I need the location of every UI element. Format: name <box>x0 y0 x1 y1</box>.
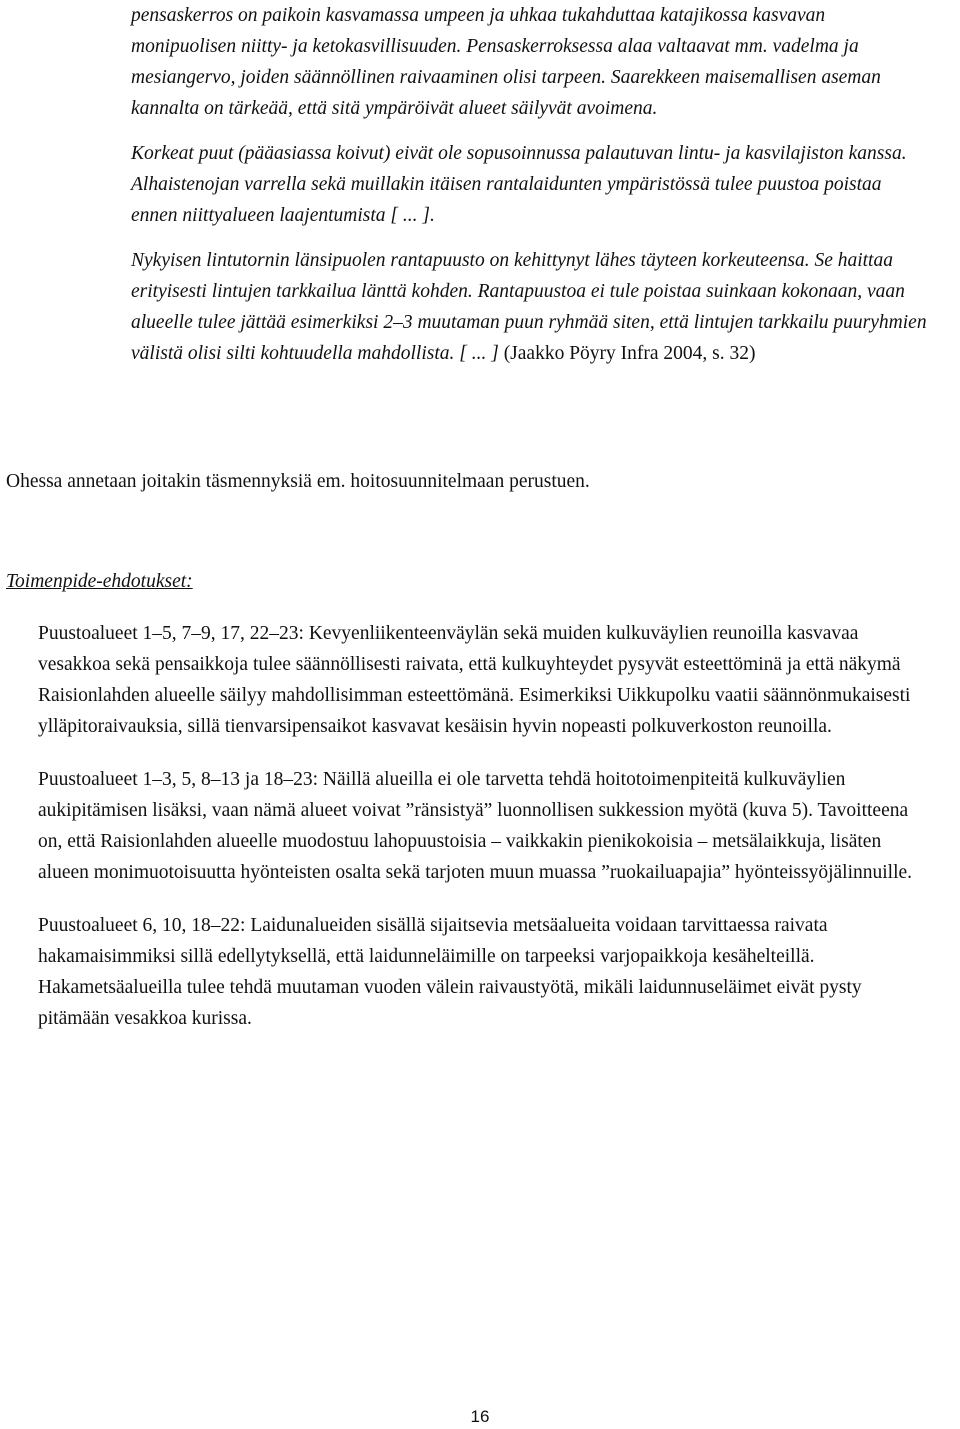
section-heading: Toimenpide-ehdotukset: <box>6 571 193 592</box>
quote-paragraph-1: pensaskerros on paikoin kasvamassa umpeen ja uhkaa tukahduttaa katajikossa kasvavan monipuolisen niitty- ja ketokasvillisuuden. Pensaskerroksessa alaa valtaavat mm. vadelma ja mesiangervo, joiden säännöllinen raivaaminen olisi tarpeen. Saarekkeen maisemallisen aseman kannalta on tärkeää, että sitä ympäröivät alueet säilyvät avoimena. <box>131 5 881 119</box>
quoted-text-block <box>131 0 931 369</box>
page-number: 16 <box>470 1407 490 1426</box>
quote-paragraph-2: Korkeat puut (pääasiassa koivut) eivät ole sopusoinnussa palautuvan lintu- ja kasvilajiston kanssa. Alhaistenojan varrella sekä muillakin itäisen rantalaidunten ympäristössä tulee puustoa poistaa ennen niittyalueen laajentumista [ ... ]. <box>131 143 907 226</box>
proposal-paragraph-3: Puustoalueet 6, 10, 18–22: Laidunalueiden sisällä sijaitsevia metsäalueita voidaan tarvittaessa raivata hakamaisimmiksi sillä edellytyksellä, että laidunneläimille on tarpeeksi varjopaikkoja kesähelteillä. Hakametsäalueilla tulee tehdä muutaman vuoden välein raivaustyötä, mikäli laidunnuseläimet eivät pysty pitämään vesakkoa kurissa. <box>38 915 862 1029</box>
intro-text: Ohessa annetaan joitakin täsmennyksiä em. hoitosuunnitelmaan perustuen. <box>6 471 590 492</box>
proposal-paragraph-1: Puustoalueet 1–5, 7–9, 17, 22–23: Kevyenliikenteenväylän sekä muiden kulkuväylien reunoilla kasvavaa vesakkoa sekä pensaikkoja tulee säännöllisesti raivata, että kulkuyhteydet pysyvät esteettöminä ja että näkymä Raisionlahden alueelle säilyy mahdollisimman esteettömänä. Esimerkiksi Uikkupolku vaatii säännönmukaisesti ylläpitoraivauksia, sillä tienvarsipensaikot kasvavat kesäisin hyvin nopeasti polkuverkoston reunoilla. <box>38 623 911 737</box>
proposal-paragraph-2: Puustoalueet 1–3, 5, 8–13 ja 18–23: Näillä alueilla ei ole tarvetta tehdä hoitotoimenpiteitä kulkuväylien aukipitämisen lisäksi, vaan nämä alueet voivat ”ränsistyä” luonnollisen sukkession myötä (kuva 5). Tavoitteena on, että Raisionlahden alueelle muodostuu lahopuustoisia – vaikkakin pienikokoisia – metsälaikkuja, lisäten alueen monimuotoisuutta hyönteisten osalta sekä tarjoten muun muassa ”ruokailuapajia” hyönteissyöjälinnuille. <box>38 769 913 883</box>
quote-paragraph-3-text: Nykyisen lintutornin länsipuolen rantapuusto on kehittynyt lähes täyteen korkeuteensa. Se haittaa erityisesti lintujen tarkkailua länttä kohden. Rantapuustoa ei tule poistaa suinkaan kokonaan, vaan alueelle tulee jättää esimerkiksi 2–3 muutaman puun ryhmää siten, että lintujen tarkkailu puuryhmien välistä olisi silti kohtuudella mahdollista. [ ... ] <box>131 250 927 364</box>
quote-citation: (Jaakko Pöyry Infra 2004, s. 32) <box>498 343 756 364</box>
quote-paragraph-3 <box>131 245 931 369</box>
proposals-body <box>38 618 928 1056</box>
